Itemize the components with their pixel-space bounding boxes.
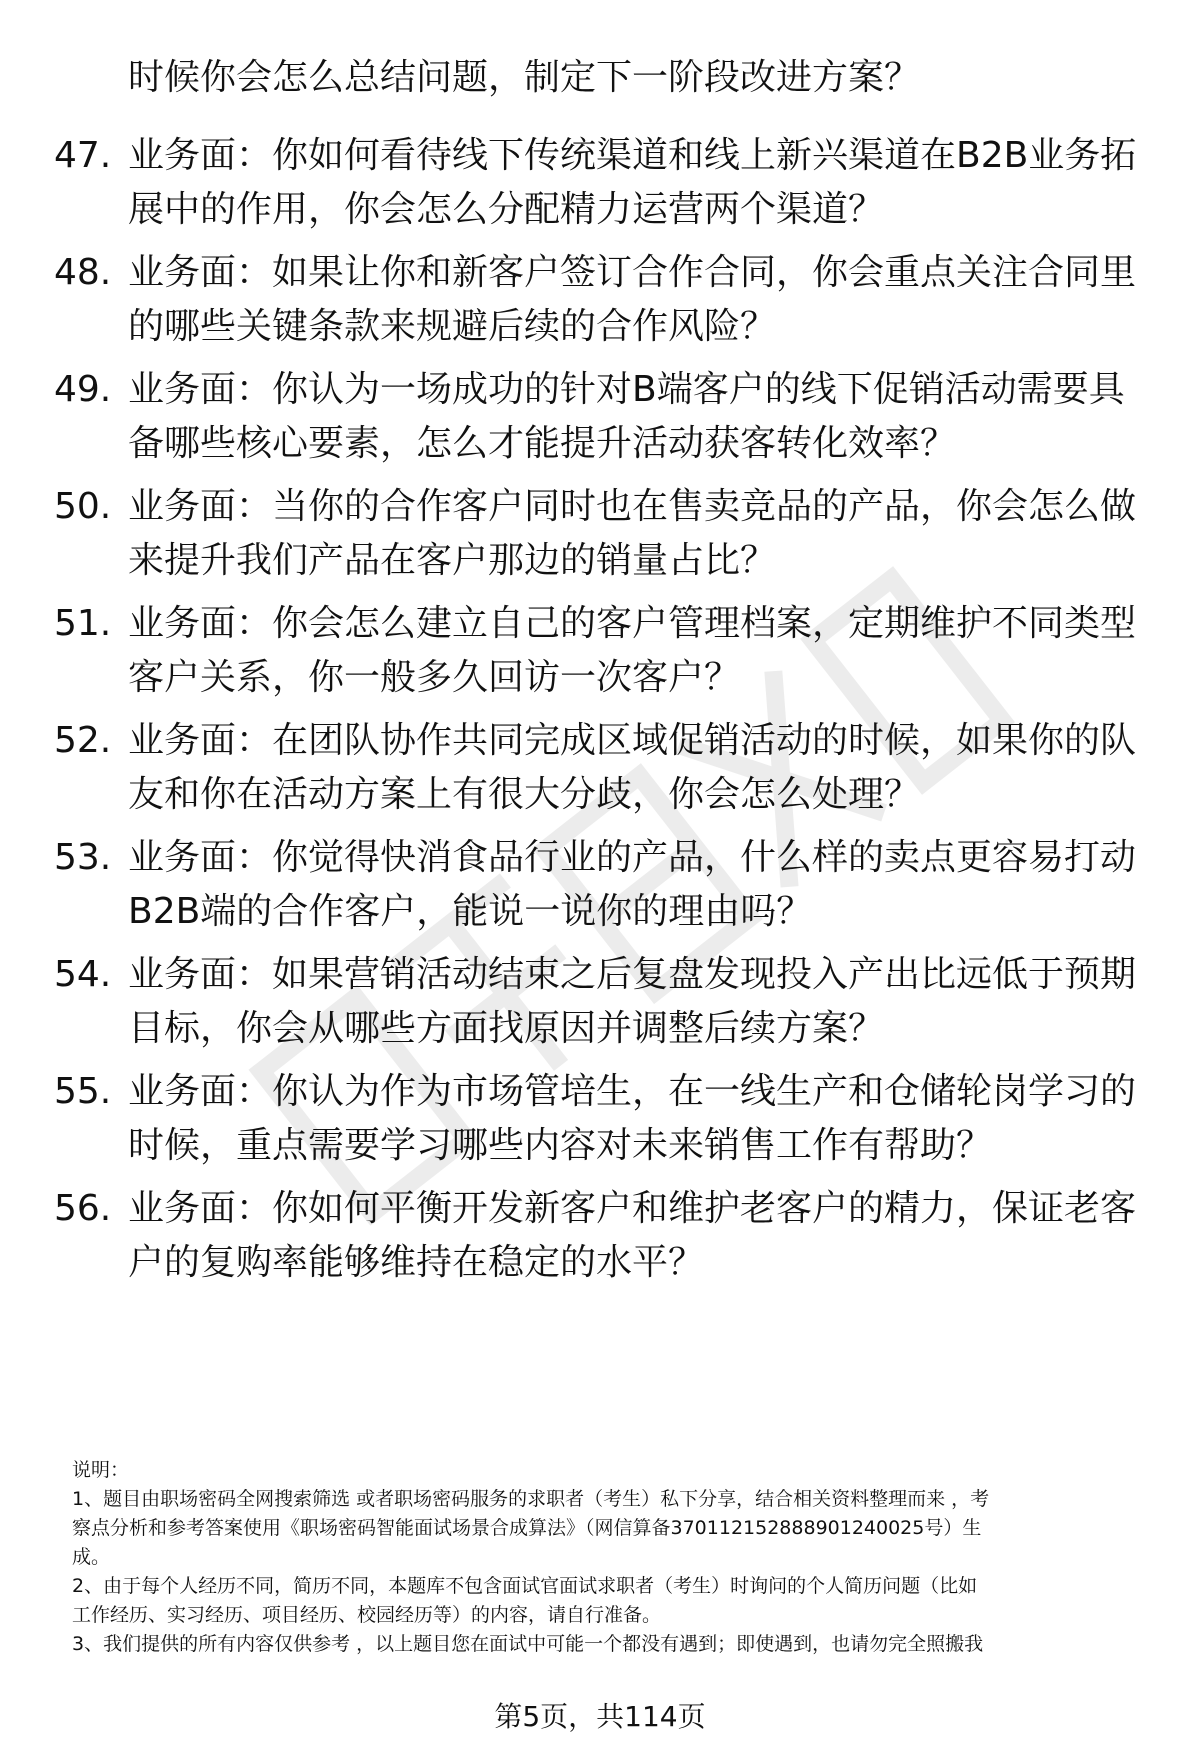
- question-text-line: 业务面：你认为作为市场管培生，在一线生产和仓储轮岗学习的: [128, 1071, 1137, 1112]
- question-text-line: 友和你在活动方案上有很大分歧，你会怎么处理？: [128, 774, 921, 815]
- question-text-line: 业务面：你觉得快消食品行业的产品，什么样的卖点更容易打动: [128, 837, 1137, 878]
- notes-line: 工作经历、实习经历、项目经历、校园经历等）的内容，请自行准备。: [72, 1604, 662, 1626]
- question-text-line: 业务面：在团队协作共同完成区域促销活动的时候，如果你的队: [128, 720, 1137, 761]
- question-continuation: 时候你会怎么总结问题，制定下一阶段改进方案？: [128, 57, 921, 98]
- question-text-line: 业务面：当你的合作客户同时也在售卖竞品的产品，你会怎么做: [128, 486, 1137, 527]
- question-number: 49.: [54, 369, 112, 410]
- notes-line: 成。: [72, 1546, 111, 1568]
- notes-line: 3、我们提供的所有内容仅供参考 ，以上题目您在面试中可能一个都没有遇到；即使遇到，也请勿完全照搬我: [72, 1633, 984, 1655]
- question-number: 55.: [54, 1071, 112, 1112]
- question-number: 54.: [54, 954, 112, 995]
- question-number: 52.: [54, 720, 112, 761]
- question-text-line: 户的复购率能够维持在稳定的水平？: [128, 1242, 705, 1283]
- question-text-line: 时候，重点需要学习哪些内容对未来销售工作有帮助？: [128, 1125, 993, 1166]
- notes-section: [72, 1456, 1152, 1659]
- question-number: 50.: [54, 486, 112, 527]
- question-number: 56.: [54, 1188, 112, 1229]
- question-text-line: 展中的作用，你会怎么分配精力运营两个渠道？: [128, 189, 885, 230]
- question-number: 47.: [54, 135, 112, 176]
- question-text-line: 业务面：你会怎么建立自己的客户管理档案，定期维护不同类型: [128, 603, 1137, 644]
- question-text-line: 业务面：如果营销活动结束之后复盘发现投入产出比远低于预期: [128, 954, 1137, 995]
- question-text-line: 业务面：如果让你和新客户签订合作合同，你会重点关注合同里: [128, 252, 1137, 293]
- question-text-line: 来提升我们产品在客户那边的销量占比？: [128, 540, 777, 581]
- question-number: 53.: [54, 837, 112, 878]
- question-text-line: B2B端的合作客户，能说一说你的理由吗？: [128, 891, 813, 932]
- notes-line: 2、由于每个人经历不同，简历不同，本题库不包含面试官面试求职者（考生）时询问的个人简历问题（比如: [72, 1575, 978, 1597]
- notes-title: 说明：: [72, 1459, 130, 1481]
- question-text-line: 业务面：你如何看待线下传统渠道和线上新兴渠道在B2B业务拓: [128, 135, 1137, 176]
- question-text-line: 的哪些关键条款来规避后续的合作风险？: [128, 306, 777, 347]
- question-text-line: 目标，你会从哪些方面找原因并调整后续方案？: [128, 1008, 885, 1049]
- question-text-line: 客户关系，你一般多久回访一次客户？: [128, 657, 741, 698]
- question-text-line: 业务面：你认为一场成功的针对B端客户的线下促销活动需要具: [128, 369, 1125, 410]
- question-text-line: 备哪些核心要素，怎么才能提升活动获客转化效率？: [128, 423, 957, 464]
- question-text-line: 业务面：你如何平衡开发新客户和维护老客户的精力，保证老客: [128, 1188, 1137, 1229]
- notes-line: 察点分析和参考答案使用《职场密码智能面试场景合成算法》（网信算备370112152888901240025号）生: [72, 1517, 982, 1539]
- question-number: 51.: [54, 603, 112, 644]
- question-number: 48.: [54, 252, 112, 293]
- page-footer: 第5页，共114页: [494, 1700, 706, 1733]
- notes-line: 1、题目由职场密码全网搜索筛选 或者职场密码服务的求职者（考生）私下分享，结合相关资料整理而来 ，考: [72, 1488, 990, 1510]
